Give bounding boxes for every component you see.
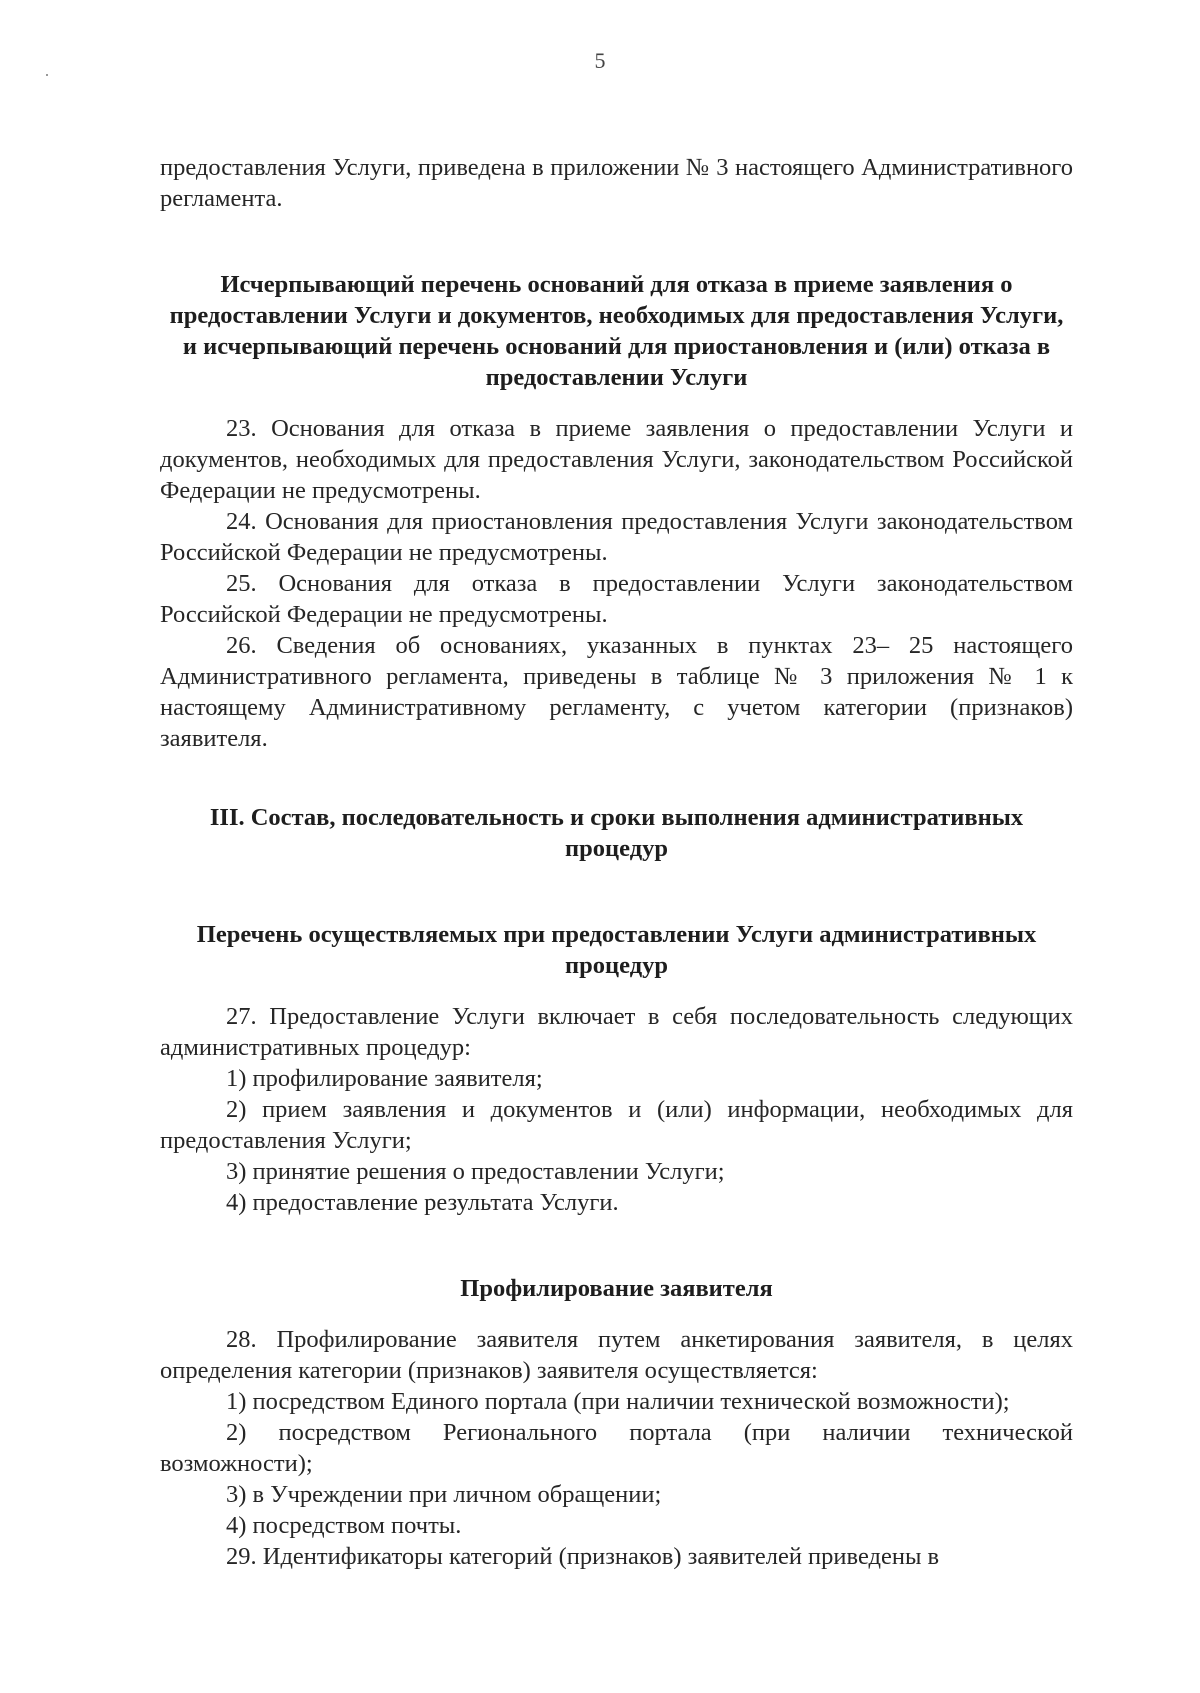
profiling-item-4: 4) посредством почты. — [226, 1512, 462, 1539]
heading-profiling: Профилирование заявителя — [460, 1275, 773, 1302]
document-body — [160, 152, 1073, 1572]
procedure-item-4: 4) предоставление результата Услуги. — [226, 1189, 619, 1216]
page-number: 5 — [594, 48, 606, 73]
paragraph-26: 26. Сведения об основаниях, указанных в пунктах 23– 25 настоящего Административного регламента, приведены в таблице № 3 приложения № 1 к настоящему Административному регламенту, с учетом категории (признаков) заявителя. — [160, 632, 1073, 752]
procedure-item-1: 1) профилирование заявителя; — [226, 1065, 543, 1092]
profiling-item-1: 1) посредством Единого портала (при наличии технической возможности); — [226, 1388, 1010, 1415]
intro-paragraph: предоставления Услуги, приведена в приложении № 3 настоящего Административного регламента. — [160, 154, 1073, 212]
heading-refusal-grounds: Исчерпывающий перечень оснований для отказа в приеме заявления о предоставлении Услуги и документов, необходимых для предоставления Услуги, и исчерпывающий перечень оснований для приостановления и (или) отказа в предоставлении Услуги — [169, 271, 1064, 391]
paragraph-23: 23. Основания для отказа в приеме заявления о предоставлении Услуги и документов, необходимых для предоставления Услуги, законодательством Российской Федерации не предусмотрены. — [160, 415, 1073, 504]
procedure-item-2: 2) прием заявления и документов и (или) информации, необходимых для предоставления Услуги; — [160, 1096, 1073, 1154]
heading-procedures-list: Перечень осуществляемых при предоставлении Услуги административных процедур — [196, 921, 1037, 979]
procedure-item-3: 3) принятие решения о предоставлении Услуги; — [226, 1158, 725, 1185]
paragraph-24: 24. Основания для приостановления предоставления Услуги законодательством Российской Федерации не предусмотрены. — [160, 508, 1073, 566]
profiling-item-3: 3) в Учреждении при личном обращении; — [226, 1481, 662, 1508]
paragraph-27: 27. Предоставление Услуги включает в себя последовательность следующих административных процедур: — [160, 1003, 1073, 1061]
heading-section-iii: III. Состав, последовательность и сроки выполнения административных процедур — [209, 804, 1024, 862]
paragraph-25: 25. Основания для отказа в предоставлении Услуги законодательством Российской Федерации не предусмотрены. — [160, 570, 1073, 628]
paragraph-28: 28. Профилирование заявителя путем анкетирования заявителя, в целях определения категории (признаков) заявителя осуществляется: — [160, 1326, 1073, 1384]
scan-speck — [46, 74, 48, 76]
profiling-item-2: 2) посредством Регионального портала (при наличии технической возможности); — [160, 1419, 1073, 1477]
paragraph-29: 29. Идентификаторы категорий (признаков) заявителей приведены в — [226, 1543, 940, 1570]
